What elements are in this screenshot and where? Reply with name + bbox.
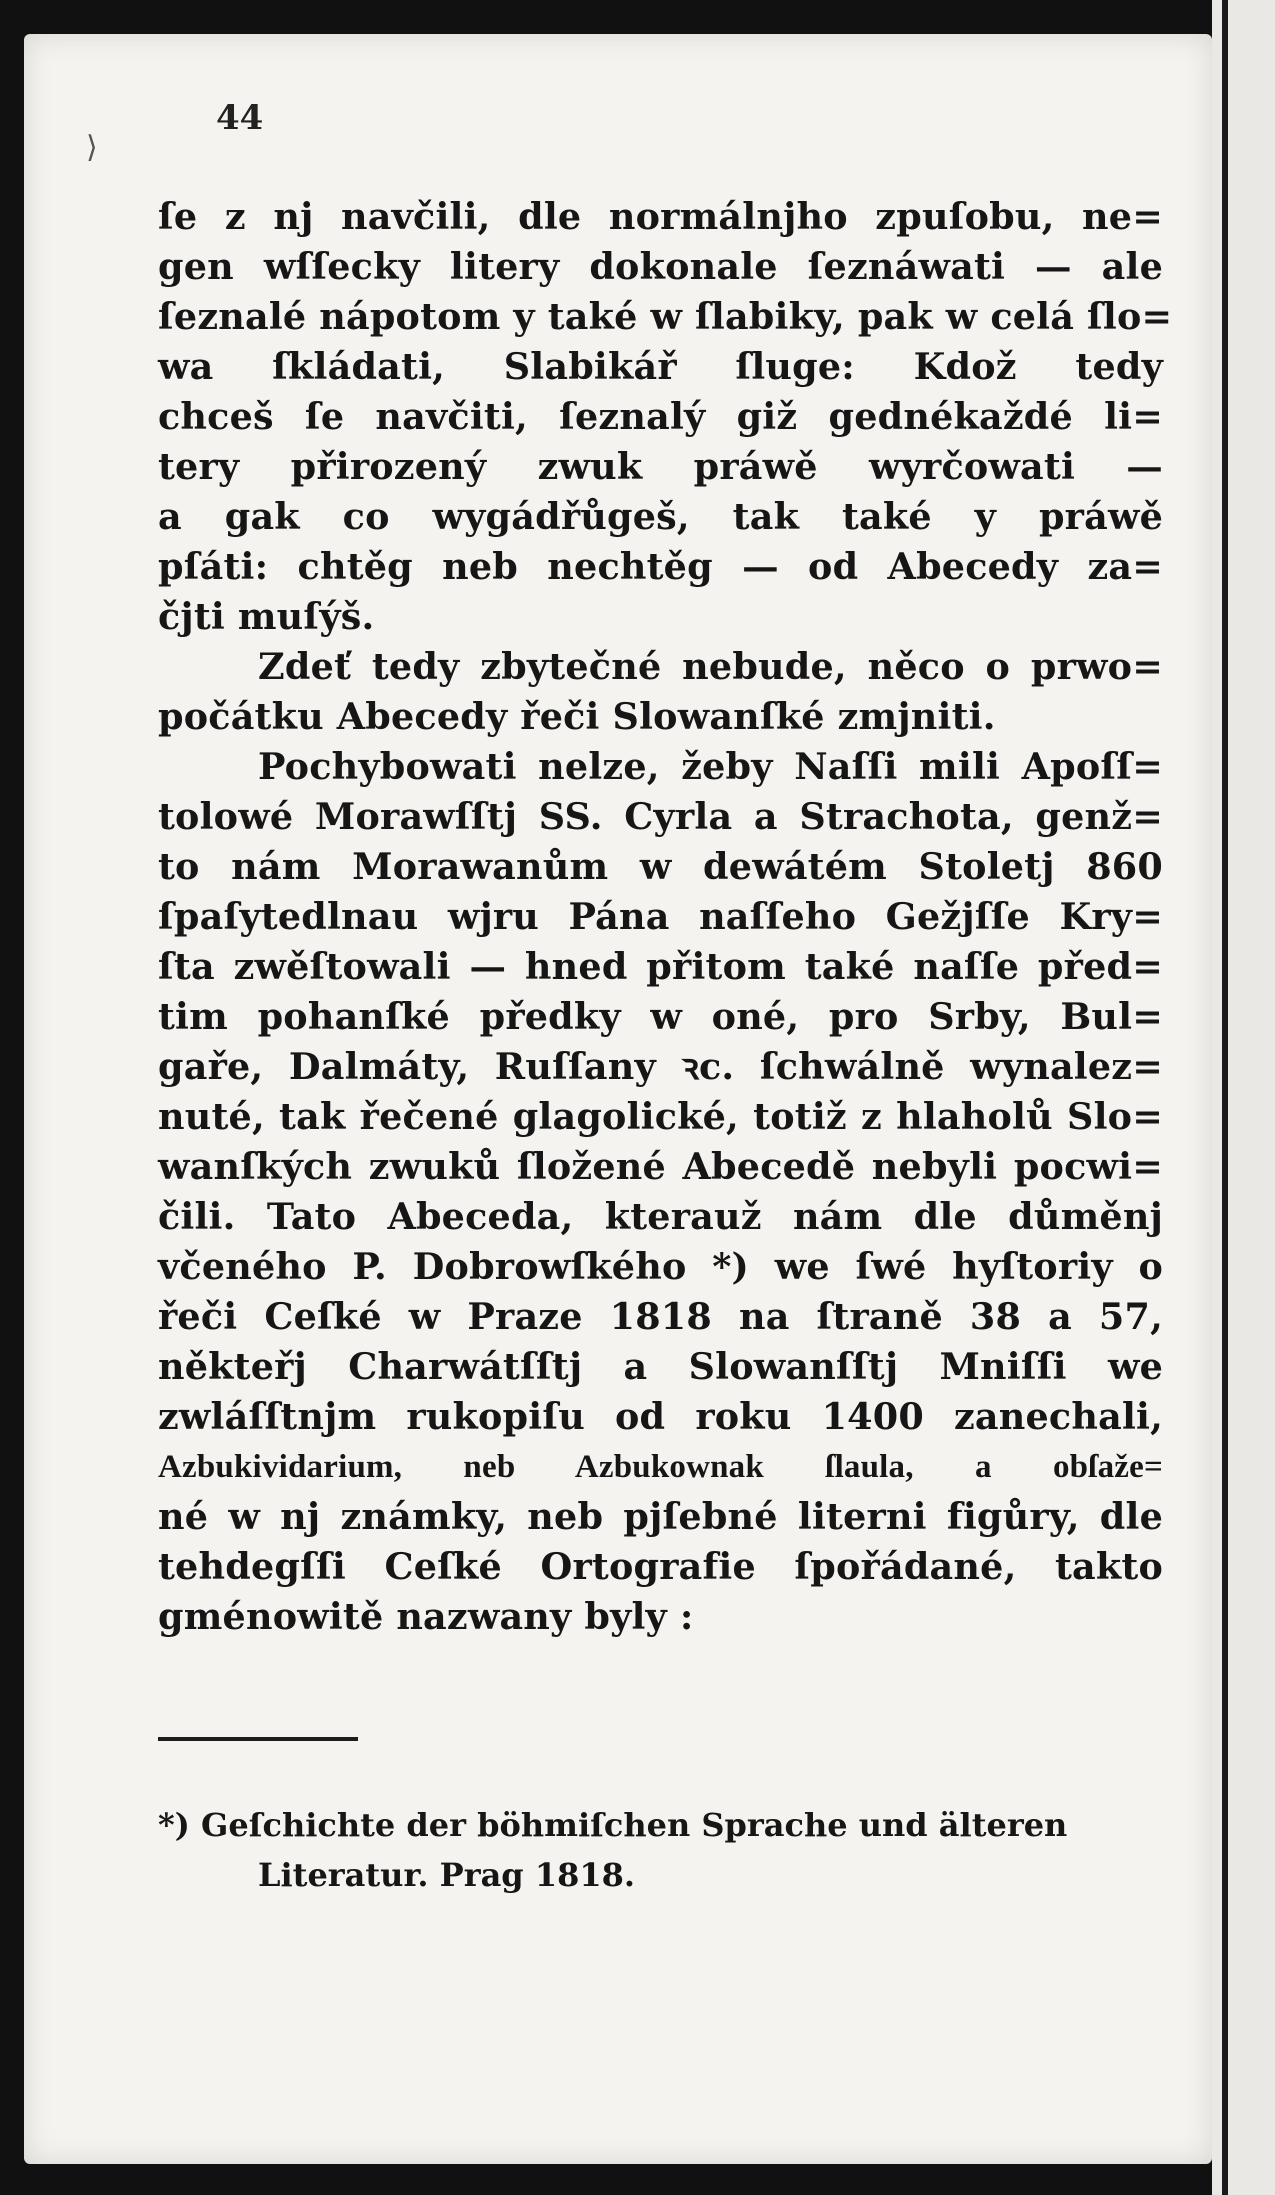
text-line: ſe z nj navčili, dle normálnjho zpuſobu, ne= [158, 195, 1163, 238]
footnote-line: *) Geſchichte der böhmiſchen Sprache und älteren [158, 1806, 1068, 1844]
page-gutter-shadow [1222, 0, 1228, 2195]
text-line: chceš ſe navčiti, ſeznalý giž gednékaždé li= [158, 395, 1163, 438]
text-line: wanſkých zwuků ſložené Abecedě nebyli pocwi= [158, 1145, 1163, 1188]
text-line: wa ſkládati, Slabikář ſluge: Kdož tedy [158, 345, 1163, 388]
text-line: zwláſſtnjm rukopiſu od roku 1400 zanechali, [158, 1395, 1163, 1438]
text-line: né w nj známky, neb pjſebné literni figůry, dle [158, 1495, 1163, 1538]
text-line: nuté, tak řečené glagolické, totiž z hlaholů Slo= [158, 1095, 1163, 1138]
text-line: včeného P. Dobrowſkého *) we ſwé hyſtoriy o [158, 1245, 1163, 1288]
text-line: ſeznalé nápotom y také w ſlabiky, pak w celá ſlo= [158, 295, 1173, 338]
page-number: 44 [216, 98, 264, 138]
text-line: tehdegſſi Ceſké Ortografie ſpořádané, takto [158, 1545, 1163, 1588]
text-line: to nám Morawanům w dewátém Stoletj 860 [158, 845, 1163, 888]
footnote-rule [158, 1737, 358, 1741]
text-line: ſta zwěſtowali — hned přitom také naſſe před= [158, 945, 1163, 988]
text-line: gen wſſecky litery dokonale ſeznáwati — ale [158, 245, 1163, 288]
text-line: tim pohanſké předky w oné, pro Srby, Bul= [158, 995, 1163, 1038]
text-line: Azbukividarium, neb Azbukownak ſlaula, a obſaže= [158, 1449, 1163, 1485]
text-line: tery přirozený zwuk práwě wyrčowati — [158, 445, 1163, 488]
text-line: gménowitě nazwany byly : [158, 1595, 694, 1638]
text-line: čjti muſýš. [158, 595, 375, 638]
footnote [158, 1800, 1158, 1900]
text-line: a gak co wygádřůgeš, tak také y práwě [158, 495, 1163, 538]
margin-mark: ⟩ [86, 130, 98, 165]
text-line: gaře, Dalmáty, Ruſſany ꝛc. ſchwálně wynalez= [158, 1045, 1163, 1088]
text-line: ſpaſytedlnau wjru Pána naſſeho Gežjſſe Kry= [158, 895, 1163, 938]
paragraph-start-line: Zdeť tedy zbytečné nebude, něco o prwo= [258, 645, 1163, 688]
footnote-line: Literatur. Prag 1818. [258, 1856, 636, 1894]
text-line: pſáti: chtěg neb nechtěg — od Abecedy za= [158, 545, 1163, 588]
text-line: počátku Abecedy řeči Slowanſké zmjniti. [158, 695, 996, 738]
text-line: čili. Tato Abeceda, kterauž nám dle důměnj [158, 1195, 1163, 1238]
text-line: někteřj Charwátſſtj a Slowanſſtj Mniſſi we [158, 1345, 1163, 1388]
body-text [158, 192, 1173, 1642]
next-page-edge [1212, 0, 1275, 2195]
paragraph-start-line: Pochybowati nelze, žeby Naſſi mili Apoſſ= [258, 745, 1163, 788]
text-line: tolowé Morawſſtj SS. Cyrla a Strachota, genž= [158, 795, 1163, 838]
text-line: řeči Ceſké w Praze 1818 na ſtraně 38 a 57, [158, 1295, 1163, 1338]
